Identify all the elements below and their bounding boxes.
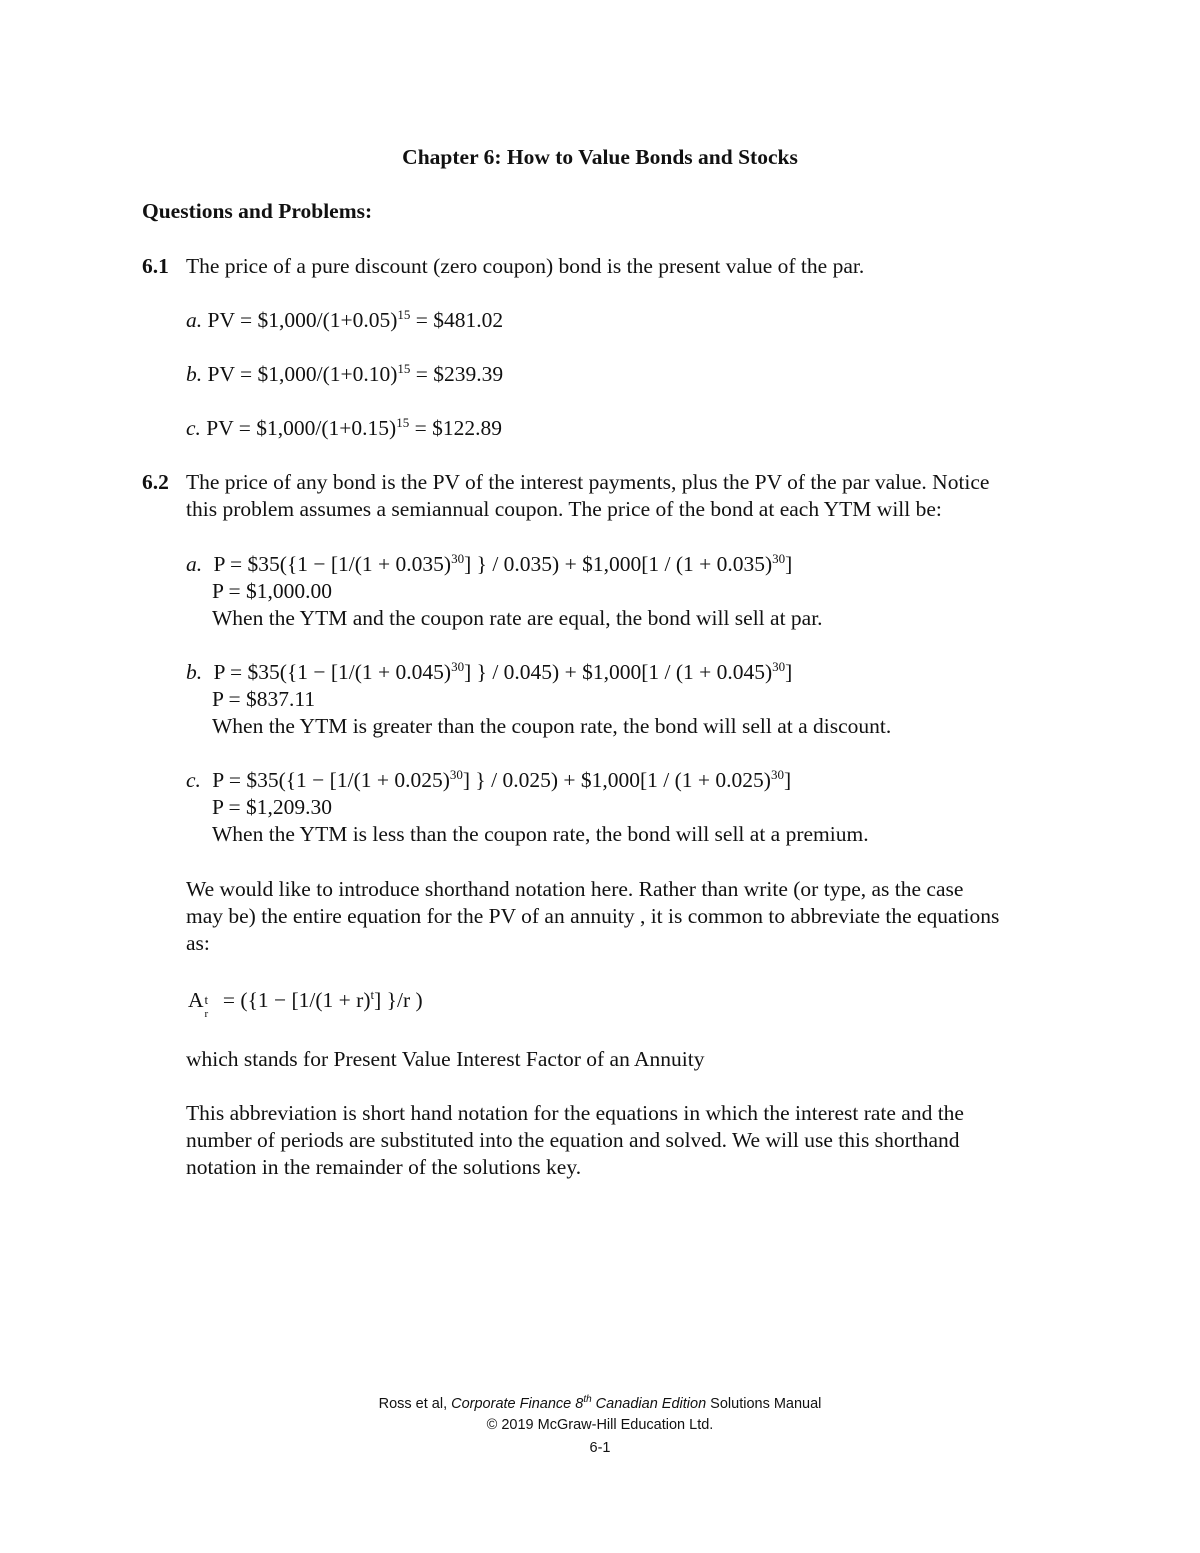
exponent: 30 [770,767,784,782]
page-number: 6-1 [589,1440,611,1456]
formula: ] } / 0.035) + $1,000[1 / (1 + 0.035) [464,552,773,576]
footer-edition: Canadian Edition [591,1396,707,1412]
item-label: b. [186,660,203,684]
paragraph-line: notation in the remainder of the solutions key. [186,1155,582,1179]
problem-6-2-a-result: P = $1,000.00 [212,579,333,603]
footer-book-sup: th [583,1394,592,1405]
problem-6-2-a-note: When the YTM and the coupon rate are equal, the bond will sell at par. [212,606,823,630]
problem-text: The price of any bond is the PV of the interest payments, plus the PV of the par value. Notice [186,470,990,494]
formula: ] [785,552,793,576]
footer-authors: Ross et al, [378,1396,452,1412]
problem-6-1-a [186,307,503,333]
problem-6-2-c-result: P = $1,209.30 [212,795,333,819]
paragraph-line: as: [186,931,210,955]
problem-6-2-b-result: P = $837.11 [212,687,316,711]
footer-copyright: © 2019 McGraw-Hill Education Ltd. [486,1417,714,1433]
problem-6-2 [142,469,990,495]
formula: ] } / 0.025) + $1,000[1 / (1 + 0.025) [462,768,771,792]
problem-6-1-b [186,361,503,387]
footer-book-title: Corporate Finance 8 [451,1396,584,1412]
formula: ] [783,768,792,792]
exponent: 30 [772,659,786,674]
formula: PV = $1,000/(1+0.10) [207,362,398,386]
formula-subscript: r [204,1008,209,1020]
annuity-formula [188,987,423,1020]
exponent: 30 [451,551,465,566]
formula: P = $35({1 − [1/(1 + 0.035) [213,552,452,576]
paragraph-line: This abbreviation is short hand notation for the equations in which the interest rate and the [186,1101,964,1125]
problem-6-2-b-formula [186,659,792,685]
problem-6-2-c-formula [186,767,791,793]
formula: P = $35({1 − [1/(1 + 0.045) [213,660,452,684]
exponent: 30 [449,767,463,782]
exponent: 15 [397,361,411,376]
problem-number: 6.1 [142,254,169,278]
problem-6-1 [142,253,865,279]
item-label: c. [186,768,201,792]
problem-text: The price of a pure discount (zero coupon) bond is the present value of the par. [186,254,865,278]
formula-result: = $481.02 [410,308,504,332]
problem-6-2-a-formula [186,551,792,577]
paragraph-line: number of periods are substituted into the equation and solved. We will use this shorthand [186,1128,960,1152]
item-label: c. [186,416,201,440]
formula: P = $35({1 − [1/(1 + 0.025) [212,768,450,792]
formula-symbol: A [188,988,204,1012]
item-label: b. [186,362,203,386]
problem-6-2-b-note: When the YTM is greater than the coupon rate, the bond will sell at a discount. [212,714,892,738]
exponent: 30 [772,551,786,566]
problem-6-2-c-note: When the YTM is less than the coupon rate, the bond will sell at a premium. [212,822,869,846]
formula: ] } / 0.045) + $1,000[1 / (1 + 0.045) [464,660,773,684]
formula: ] [785,660,793,684]
formula-result: = $239.39 [410,362,504,386]
footer-citation [0,1395,1200,1413]
paragraph-line: which stands for Present Value Interest Factor of an Annuity [186,1047,705,1071]
footer-manual: Solutions Manual [706,1396,822,1412]
section-heading: Questions and Problems: [142,199,373,223]
paragraph-line: We would like to introduce shorthand notation here. Rather than write (or type, as the case [186,877,964,901]
paragraph-line: may be) the entire equation for the PV of an annuity , it is common to abbreviate the equations [186,904,1000,928]
problem-text: this problem assumes a semiannual coupon. The price of the bond at each YTM will be: [186,497,942,521]
problem-6-1-c [186,415,502,441]
item-label: a. [186,552,203,576]
formula-result: = $122.89 [409,416,502,440]
exponent: 15 [396,415,410,430]
problem-number: 6.2 [142,470,169,494]
formula: PV = $1,000/(1+0.05) [207,308,398,332]
formula-superscript: t [204,992,209,1007]
exponent: 15 [397,307,411,322]
formula: = ({1 − [1/(1 + r) [217,988,371,1012]
formula: PV = $1,000/(1+0.15) [206,416,397,440]
item-label: a. [186,308,203,332]
page-title: Chapter 6: How to Value Bonds and Stocks [402,145,798,169]
exponent: 30 [451,659,465,674]
exponent: t [370,987,375,1002]
formula: ] }/r ) [374,988,423,1012]
